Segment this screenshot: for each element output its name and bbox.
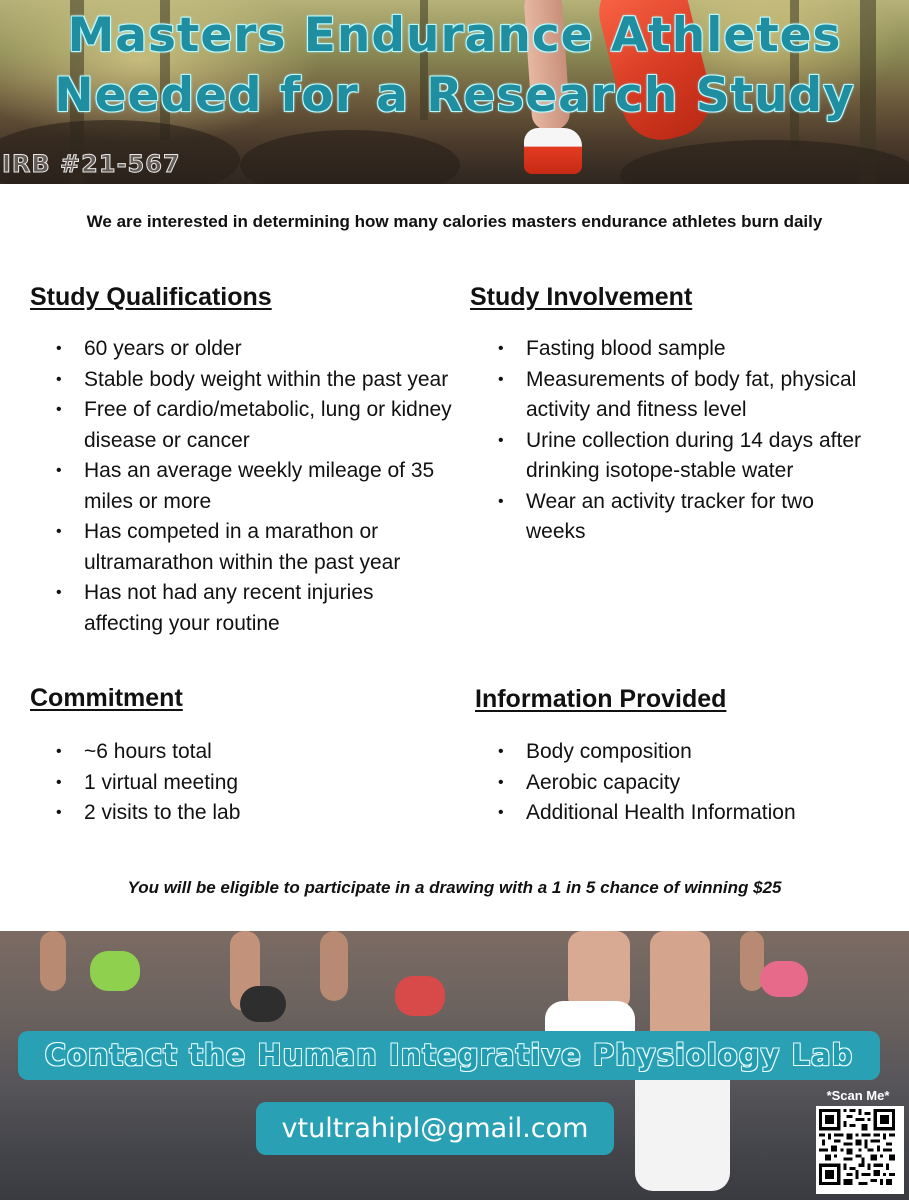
commitment-list — [56, 737, 436, 829]
list-item: • 1 virtual meeting — [56, 768, 436, 799]
qr-code-icon[interactable] — [816, 1106, 904, 1194]
list-item: • Has competed in a marathon or ultramarathon within the past year — [56, 517, 456, 578]
list-item: • Wear an activity tracker for two weeks — [498, 487, 873, 548]
involvement-heading: Study Involvement — [470, 283, 693, 311]
list-item: • 2 visits to the lab — [56, 798, 436, 829]
qualifications-heading: Study Qualifications — [30, 283, 272, 311]
list-item: • Free of cardio/metabolic, lung or kidney disease or cancer — [56, 395, 456, 456]
title-line-2: Needed for a Research Study — [54, 68, 855, 123]
intro-text: We are interested in determining how many calories masters endurance athletes burn daily — [86, 212, 823, 231]
list-item: • Stable body weight within the past year — [56, 365, 456, 396]
list-item: • Fasting blood sample — [498, 334, 873, 365]
scan-me-label: *Scan Me* — [826, 1088, 890, 1103]
qualifications-list — [56, 334, 456, 639]
list-item: • Measurements of body fat, physical activity and fitness level — [498, 365, 873, 426]
commitment-heading: Commitment — [30, 684, 183, 712]
list-item: • Has not had any recent injuries affecting your routine — [56, 578, 456, 639]
involvement-list — [498, 334, 873, 548]
title-line-1: Masters Endurance Athletes — [67, 8, 842, 63]
information-heading: Information Provided — [475, 685, 727, 713]
list-item: • Aerobic capacity — [498, 768, 878, 799]
contact-label: Contact the Human Integrative Physiology Lab — [44, 1038, 854, 1072]
list-item: • Has an average weekly mileage of 35 miles or more — [56, 456, 456, 517]
top-banner-photo — [0, 0, 909, 184]
list-item: • Urine collection during 14 days after drinking isotope-stable water — [498, 426, 873, 487]
email-link[interactable]: vtultrahipl@gmail.com — [256, 1102, 614, 1155]
list-item: • Additional Health Information — [498, 798, 878, 829]
list-item: • ~6 hours total — [56, 737, 436, 768]
list-item: • Body composition — [498, 737, 878, 768]
irb-number: IRB #21-567 — [2, 150, 181, 178]
drawing-note: You will be eligible to participate in a drawing with a 1 in 5 chance of winning $25 — [127, 878, 782, 897]
page-title — [0, 6, 909, 126]
information-list — [498, 737, 878, 829]
list-item: • 60 years or older — [56, 334, 456, 365]
